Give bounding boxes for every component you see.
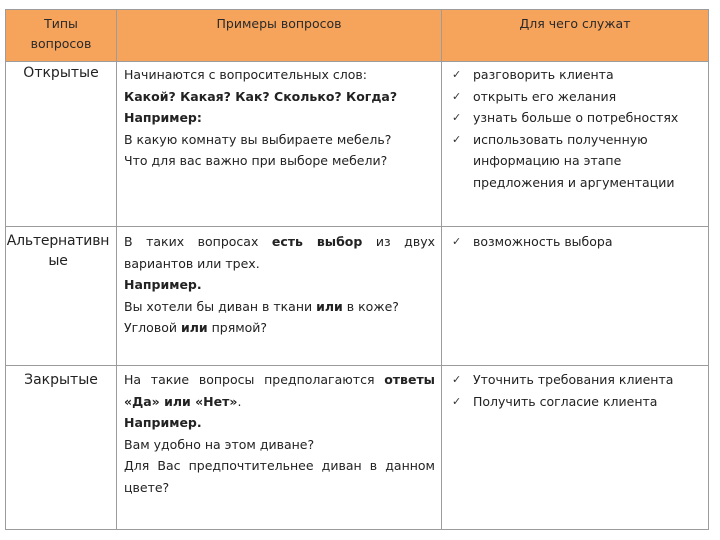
list-item: ✓ открыть его желания: [448, 86, 702, 108]
purpose-list-alternative: [442, 227, 708, 257]
checkmark-icon: ✓: [452, 89, 462, 103]
list-item: ✓ Уточнить требования клиента: [448, 369, 702, 391]
table-row-open: [6, 62, 709, 227]
header-row: [6, 10, 709, 62]
alternative-question-2: Угловой или прямой?: [124, 320, 268, 335]
open-intro: Начинаются с вопросительных слов:: [124, 67, 368, 82]
type-label-open: Открытые: [23, 65, 99, 81]
closed-example-label: Например.: [124, 415, 202, 430]
list-item: ✓ использовать полученную информацию на этапе предложения и аргументации: [448, 129, 702, 194]
purpose-cell-closed: [442, 366, 709, 530]
checkmark-icon: ✓: [452, 394, 462, 408]
closed-intro: На такие вопросы предполагаются ответы «Да» или «Нет».: [124, 372, 435, 409]
open-question-words: Какой? Какая? Как? Сколько? Когда?: [124, 88, 398, 104]
list-item: ✓ узнать больше о потребностях: [448, 107, 702, 129]
type-cell-closed: [6, 366, 117, 530]
purpose-list-open: [442, 62, 708, 197]
examples-cell-alternative: [117, 227, 442, 366]
closed-question-1: Вам удобно на этом диване?: [124, 436, 315, 452]
purpose-cell-open: [442, 62, 709, 227]
checkmark-icon: ✓: [452, 132, 462, 146]
list-item: ✓ возможность выбора: [448, 231, 702, 253]
header-purpose: Для чего служат: [442, 10, 709, 62]
table-row-alternative: [6, 227, 709, 366]
list-item: ✓ Получить согласие клиента: [448, 391, 702, 413]
purpose-cell-alternative: [442, 227, 709, 366]
checkmark-icon: ✓: [452, 68, 462, 81]
table-row-closed: [6, 366, 709, 530]
checkmark-icon: ✓: [452, 111, 462, 124]
closed-question-2: Для Вас предпочтительнее диван в данном цвете?: [124, 458, 435, 495]
checkmark-icon: ✓: [452, 373, 462, 386]
alternative-example-label: Например.: [124, 277, 202, 292]
checkmark-icon: ✓: [452, 235, 462, 248]
question-types-table: [5, 9, 709, 530]
type-label-closed: Закрытые: [24, 372, 98, 388]
open-question-2: Что для вас важно при выборе мебели?: [124, 153, 388, 168]
examples-cell-closed: [117, 366, 442, 530]
header-examples: Примеры вопросов: [117, 10, 442, 62]
header-types: Типы вопросов: [6, 10, 117, 62]
type-cell-open: [6, 62, 117, 227]
alternative-intro: В таких вопросах есть выбор из двух вариантов или трех.: [124, 234, 435, 271]
open-question-1: В какую комнату вы выбираете мебель?: [124, 131, 392, 147]
type-cell-alternative: [6, 227, 117, 366]
alternative-question-1: Вы хотели бы диван в ткани или в коже?: [124, 298, 399, 314]
type-label-alternative: Альтернативные: [6, 233, 110, 269]
examples-cell-open: [117, 62, 442, 227]
open-example-label: Например:: [124, 110, 202, 125]
purpose-list-closed: [442, 366, 708, 416]
list-item: ✓ разговорить клиента: [448, 64, 702, 86]
